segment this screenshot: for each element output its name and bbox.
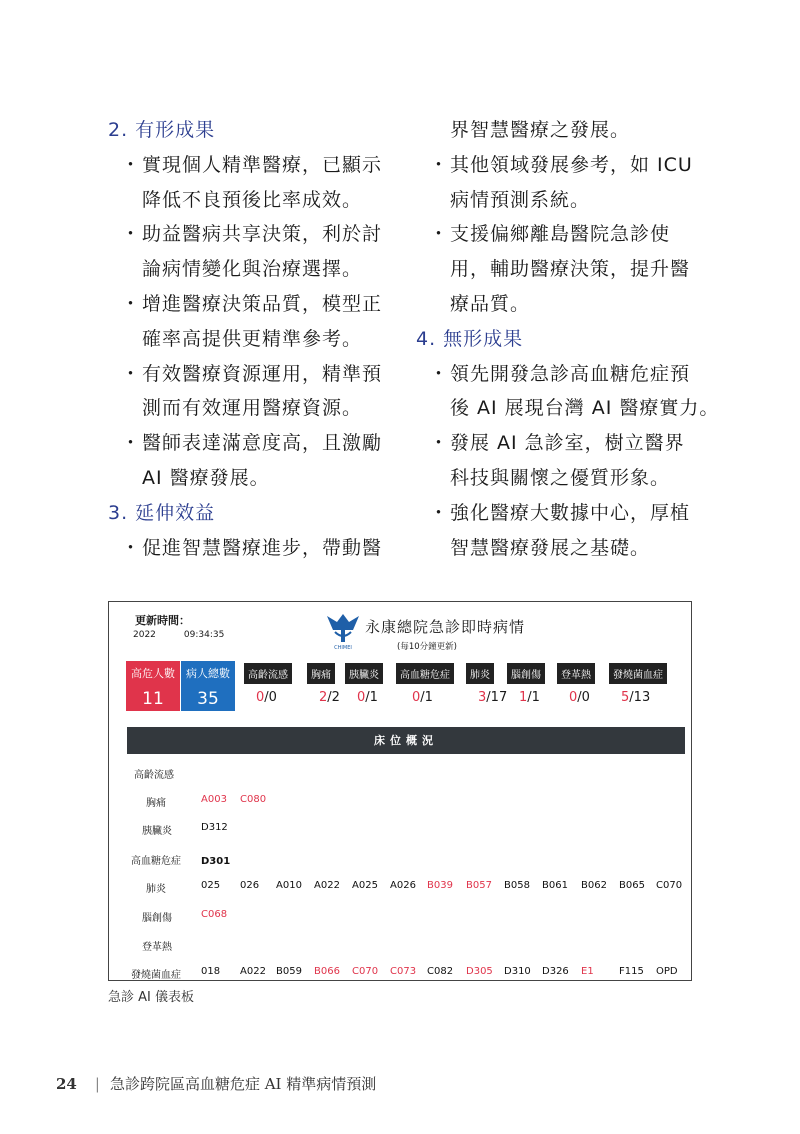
- bed-id: C070: [352, 966, 379, 977]
- bed-row-label: 胰臟炎: [142, 826, 172, 837]
- bed-id: B058: [504, 880, 530, 891]
- bed-id: D310: [504, 966, 531, 977]
- total-patients-box: [181, 661, 235, 711]
- bed-id: 018: [201, 966, 221, 977]
- category-box: [507, 663, 545, 705]
- bullet-continuation: 降低不良預後比率成效。: [142, 188, 363, 211]
- page-footer: [56, 1073, 376, 1094]
- bullet-dot: ・: [428, 501, 449, 524]
- category-label: 腦創傷: [507, 663, 545, 684]
- bullet-continuation: 後 AI 展現台灣 AI 醫療實力。: [450, 397, 720, 420]
- dashboard-subtitle: (每10分鐘更新): [397, 642, 457, 652]
- category-total-count: 1: [424, 690, 433, 705]
- bullet-text: 促進智慧醫療進步，帶動醫: [142, 536, 383, 559]
- category-alert-count: 0: [412, 690, 421, 705]
- bullet-text: 助益醫病共享決策，利於討: [142, 223, 383, 246]
- category-total-count: 17: [490, 690, 508, 705]
- category-alert-count: 0: [357, 690, 366, 705]
- bed-row-label: 肺炎: [146, 884, 166, 895]
- bed-id: C080: [240, 794, 267, 805]
- bed-id: D312: [201, 822, 228, 833]
- category-box: [609, 663, 667, 705]
- update-time-label: 更新時間：: [135, 614, 190, 627]
- footer-title: 急診跨院區高血糖危症 AI 精準病情預測: [109, 1075, 377, 1093]
- bed-row-label: 胸痛: [146, 798, 166, 809]
- high-risk-value: 11: [142, 689, 164, 709]
- bullet-item: [120, 292, 382, 316]
- high-risk-label: 高危人數: [131, 667, 175, 680]
- section-heading: 2. 有形成果: [108, 119, 216, 141]
- category-box: [345, 663, 383, 705]
- category-alert-count: 0: [256, 690, 265, 705]
- category-label: 胸痛: [307, 663, 335, 684]
- bullet-item: [428, 222, 670, 246]
- section-heading: 4. 無形成果: [416, 327, 524, 350]
- bullet-dot: ・: [120, 432, 141, 455]
- bed-id: D305: [466, 966, 493, 977]
- bullet-dot: ・: [428, 223, 449, 246]
- high-risk-box: [126, 661, 180, 711]
- bullet-item: [120, 431, 382, 455]
- bullet-continuation: 科技與關懷之優質形象。: [450, 467, 671, 489]
- bed-id: A022: [314, 880, 340, 891]
- bed-id: B062: [581, 880, 607, 891]
- total-patients-label: 病人總數: [186, 667, 230, 680]
- bullet-dot: ・: [428, 153, 449, 176]
- bed-id: A025: [352, 880, 378, 891]
- category-box: [307, 663, 340, 705]
- category-count: 2/2: [319, 690, 340, 705]
- page-number: 24: [56, 1075, 77, 1093]
- category-total-count: 1: [531, 690, 540, 705]
- bullet-item: [120, 222, 382, 246]
- bed-id: A022: [240, 966, 266, 977]
- bed-id: D301: [201, 856, 231, 867]
- bed-id: D326: [542, 966, 569, 977]
- bed-id: B039: [427, 880, 453, 891]
- bed-id: C070: [656, 880, 683, 891]
- category-count: 5/13: [621, 690, 651, 705]
- update-time: 09:34:35: [183, 630, 225, 640]
- category-count: 0/1: [357, 690, 378, 705]
- category-total-count: 0: [581, 690, 590, 705]
- bullet-text: 有效醫療資源運用，精準預: [142, 362, 383, 385]
- bullet-continuation: 測而有效運用醫療資源。: [142, 397, 363, 420]
- bullet-continuation: 界智慧醫療之發展。: [450, 119, 631, 141]
- category-total-count: 0: [268, 690, 277, 705]
- category-label: 肺炎: [466, 663, 494, 684]
- bullet-continuation: 病情預測系統。: [450, 188, 591, 211]
- bullet-text: 強化醫療大數據中心，厚植: [450, 501, 691, 524]
- bullet-text: 實現個人精準醫療，已顯示: [142, 153, 383, 176]
- bed-id: C073: [390, 966, 417, 977]
- category-box: [557, 663, 595, 705]
- bed-id: A003: [201, 794, 227, 805]
- bed-id: E1: [581, 966, 594, 977]
- bullet-text: 領先開發急診高血糖危症預: [450, 362, 691, 385]
- bullet-text: 醫師表達滿意度高，且激勵: [142, 432, 383, 455]
- bed-row-label: 登革熱: [142, 942, 172, 953]
- footer-separator: |: [94, 1075, 100, 1093]
- bed-id: B065: [619, 880, 645, 891]
- bullet-dot: ・: [120, 223, 141, 246]
- category-total-count: 13: [633, 690, 651, 705]
- bullet-text: 其他領域發展參考，如 ICU: [450, 153, 693, 176]
- hospital-logo-icon: [325, 610, 361, 650]
- bed-row-label: 發燒菌血症: [131, 970, 181, 981]
- bed-id: B059: [276, 966, 302, 977]
- category-count: 3/17: [478, 690, 508, 705]
- total-patients-value: 35: [197, 689, 219, 709]
- dashboard-title: 永康總院急診即時病情: [365, 618, 526, 636]
- bullet-item: [120, 153, 382, 177]
- category-alert-count: 1: [519, 690, 528, 705]
- category-box: [244, 663, 292, 705]
- bed-id: A026: [390, 880, 416, 891]
- update-year: 2022: [133, 630, 156, 640]
- category-label: 胰臟炎: [345, 663, 383, 684]
- category-count: 1/1: [519, 690, 540, 705]
- bullet-continuation: 確率高提供更精準參考。: [142, 327, 363, 350]
- category-count: 0/0: [569, 690, 590, 705]
- bed-row-label: 高血糖危症: [131, 856, 181, 867]
- category-box: [396, 663, 454, 705]
- category-label: 發燒菌血症: [609, 663, 667, 684]
- bed-id: C082: [427, 966, 454, 977]
- bullet-continuation: 論病情變化與治療選擇。: [142, 258, 363, 281]
- bullet-continuation: 智慧醫療發展之基礎。: [450, 536, 651, 559]
- bullet-item: [428, 362, 690, 386]
- category-alert-count: 0: [569, 690, 578, 705]
- category-alert-count: 3: [478, 690, 487, 705]
- category-alert-count: 2: [319, 690, 328, 705]
- bullet-dot: ・: [120, 536, 141, 559]
- category-alert-count: 5: [621, 690, 630, 705]
- bullet-dot: ・: [120, 153, 141, 176]
- bed-overview-header: 床位概況: [127, 727, 685, 754]
- bullet-continuation: 療品質。: [450, 293, 531, 315]
- category-label: 高齡流感: [244, 663, 292, 684]
- bed-id: A010: [276, 880, 302, 891]
- bed-id: B066: [314, 966, 340, 977]
- bullet-text: 發展 AI 急診室，樹立醫界: [450, 432, 685, 455]
- bullet-text: 支援偏鄉離島醫院急診使: [450, 223, 671, 246]
- category-total-count: 1: [369, 690, 378, 705]
- category-label: 登革熱: [557, 663, 595, 684]
- bullet-text: 增進醫療決策品質，模型正: [142, 293, 383, 315]
- ai-dashboard-figure: [108, 601, 692, 981]
- bed-id: 026: [240, 880, 260, 891]
- bed-id: B061: [542, 880, 568, 891]
- category-count: 0/1: [412, 690, 433, 705]
- bullet-continuation: 用，輔助醫療決策，提升醫: [450, 258, 691, 281]
- bullet-item: [428, 153, 693, 177]
- bullet-continuation: AI 醫療發展。: [142, 467, 270, 489]
- bed-row-label: 高齡流感: [134, 770, 174, 781]
- bullet-dot: ・: [120, 293, 141, 315]
- category-total-count: 2: [331, 690, 340, 705]
- update-time-value: [133, 630, 252, 640]
- bullet-dot: ・: [120, 362, 141, 385]
- bed-id: OPD: [656, 966, 678, 977]
- bed-id: B057: [466, 880, 492, 891]
- bullet-dot: ・: [428, 432, 449, 455]
- bullet-item: [428, 501, 690, 525]
- logo-text: CHIMEI: [334, 645, 352, 650]
- bullet-item: [120, 536, 382, 560]
- figure-caption: 急診 AI 儀表板: [108, 990, 194, 1005]
- category-label: 高血糖危症: [396, 663, 454, 684]
- bed-id: F115: [619, 966, 644, 977]
- category-count: 0/0: [256, 690, 277, 705]
- bed-row-label: 腦創傷: [142, 913, 172, 924]
- bed-id: 025: [201, 880, 221, 891]
- bed-id: C068: [201, 909, 228, 920]
- category-box: [466, 663, 507, 705]
- bullet-item: [120, 362, 382, 386]
- bullet-dot: ・: [428, 362, 449, 385]
- bullet-item: [428, 431, 685, 455]
- section-heading: 3. 延伸效益: [108, 501, 216, 524]
